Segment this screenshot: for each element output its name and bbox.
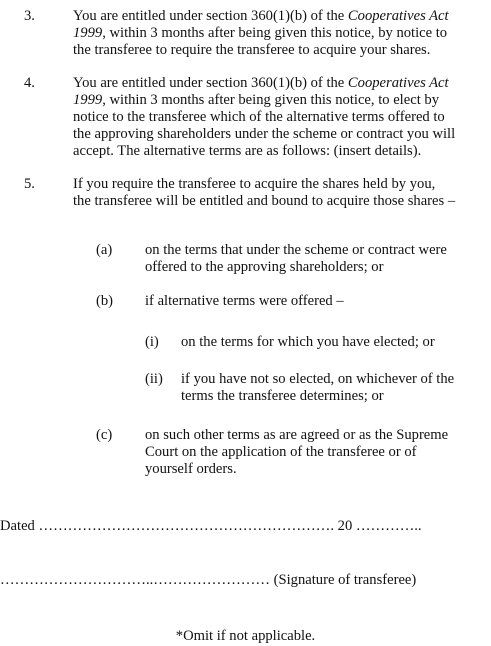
- signature-line: …………………………..…………………… (Signature of transferee): [0, 572, 417, 588]
- clause-text-line: the approving shareholders under the scheme or contract you will: [73, 126, 456, 142]
- clause-text-line: If you require the transferee to acquire the shares held by you,: [73, 176, 436, 192]
- clause-number: 4.: [24, 75, 35, 91]
- roman-clause-text: [181, 371, 486, 405]
- sub-clause-text: [145, 242, 485, 276]
- clause-text-run: , within 3 months after being given this notice, to elect by: [102, 92, 439, 108]
- clause-text-line: accept. The alternative terms are as follows: (insert details).: [73, 143, 422, 159]
- footnote: *Omit if not applicable.: [175, 628, 316, 644]
- act-year-italic: 1999: [73, 25, 103, 41]
- roman-clause-text: [181, 334, 486, 351]
- sub-clause-text: [145, 293, 485, 310]
- sub-clause-line: on the terms that under the scheme or contract were: [145, 242, 447, 258]
- clause-text: [73, 75, 488, 160]
- sub-clause-label: (b): [96, 293, 114, 309]
- roman-clause-line: if you have not so elected, on whichever of the: [181, 371, 455, 387]
- clause-text: [73, 8, 488, 59]
- clause-number: 3.: [24, 8, 35, 24]
- clause-text: [73, 176, 488, 210]
- clause-number: 5.: [24, 176, 35, 192]
- sub-clause-line: Court on the application of the transferee or of: [145, 444, 417, 460]
- clause-text-run: You are entitled under section 360(1)(b) of the: [73, 75, 348, 91]
- sub-clause-line: on such other terms as are agreed or as the Supreme: [145, 427, 449, 443]
- sub-clause-line: offered to the approving shareholders; or: [145, 259, 384, 275]
- act-title-italic: Cooperatives Act: [347, 8, 449, 24]
- roman-clause-label: (ii): [145, 371, 163, 387]
- roman-clause-label: (i): [145, 334, 159, 350]
- roman-clause-line: on the terms for which you have elected; or: [181, 334, 435, 350]
- dated-line: Dated ……………………………………………………. 20 …………..: [0, 518, 422, 534]
- clause-text-run: , within 3 months after being given this notice, by notice to: [102, 25, 448, 41]
- sub-clause-line: yourself orders.: [145, 461, 237, 477]
- act-title-italic: Cooperatives Act: [347, 75, 449, 91]
- roman-clause-line: terms the transferee determines; or: [181, 388, 384, 404]
- sub-clause-label: (c): [96, 427, 113, 443]
- clause-text-run: You are entitled under section 360(1)(b) of the: [73, 8, 348, 24]
- act-year-italic: 1999: [73, 92, 103, 108]
- sub-clause-label: (a): [96, 242, 113, 258]
- clause-text-line: the transferee to require the transferee to acquire your shares.: [73, 42, 431, 58]
- sub-clause-line: if alternative terms were offered –: [145, 293, 344, 309]
- clause-text-line: notice to the transferee which of the alternative terms offered to: [73, 109, 445, 125]
- clause-text-line: the transferee will be entitled and bound to acquire those shares –: [73, 193, 456, 209]
- sub-clause-text: [145, 427, 485, 478]
